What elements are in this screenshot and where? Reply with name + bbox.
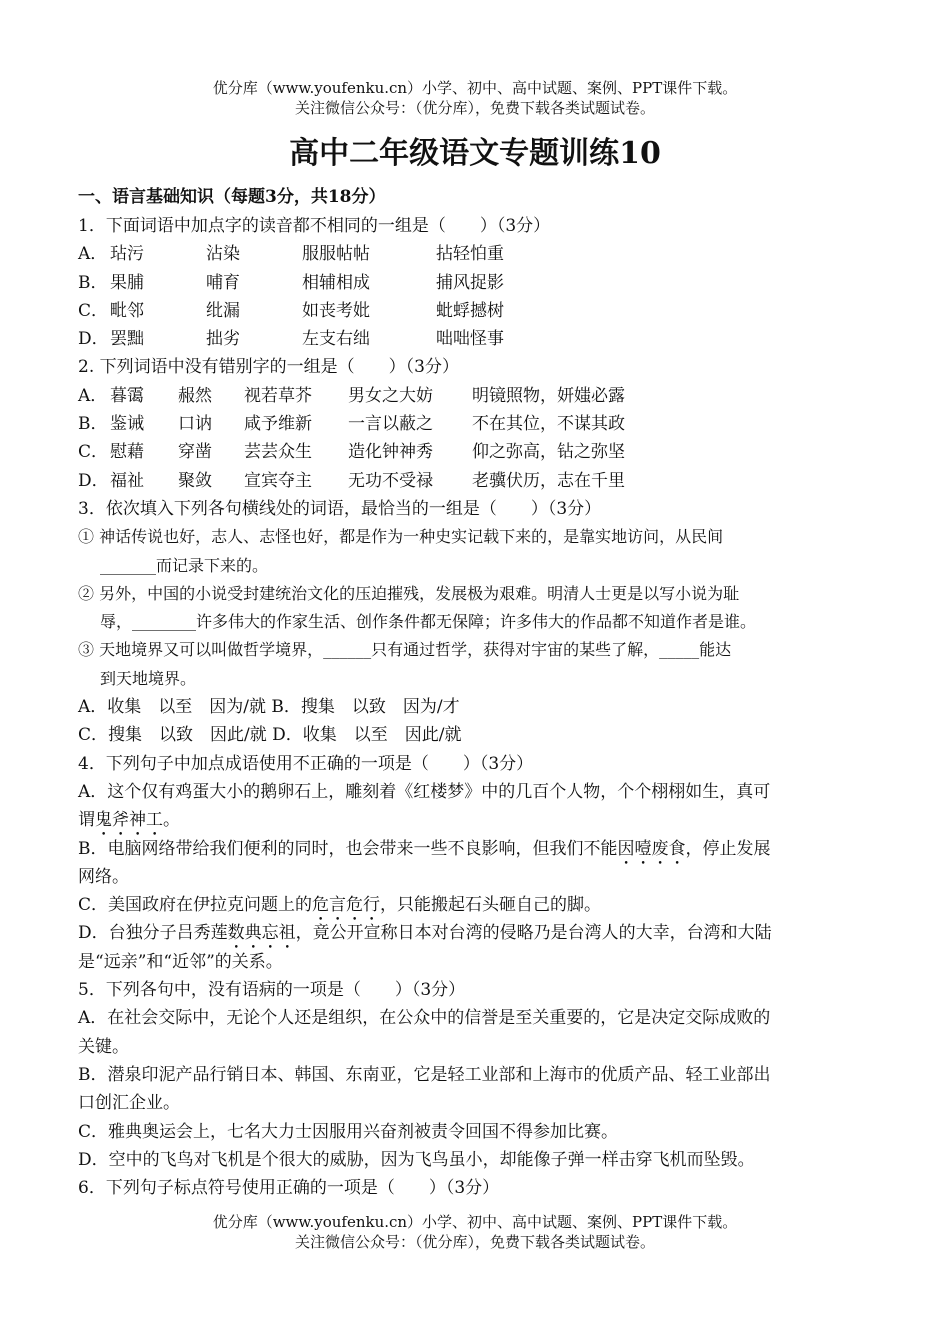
q4-option-b-line2: 网络。 bbox=[78, 866, 129, 887]
q5-stem: 5．下列各句中，没有语病的一项是（ ）（3分） bbox=[78, 980, 466, 1001]
footer-line-2: 关注微信公众号：（优分库），免费下载各类试题试卷。 bbox=[294, 1233, 655, 1251]
q3-sentence-2b: 辱，________许多伟大的作家生活、创作条件都无保障；许多伟大的作品都不知道作者是谁。 bbox=[100, 612, 757, 632]
q3-sentence-1a: ① 神话传说也好，志人、志怪也好，都是作为一种史实记载下来的，是靠实地访问，从民间 bbox=[78, 527, 724, 547]
q3-sentence-3b: 到天地境界。 bbox=[100, 668, 197, 688]
q3-stem: 3．依次填入下列各句横线处的词语，最恰当的一组是（ ）（3分） bbox=[78, 498, 602, 519]
q5-option-d: D．空中的飞鸟对飞机是个很大的威胁，因为飞鸟虽小，却能像子弹一样击穿飞机而坠毁。 bbox=[78, 1149, 755, 1170]
q5-option-a-line2: 关键。 bbox=[78, 1036, 129, 1057]
emphasized-idiom: 鬼斧神工 bbox=[95, 810, 163, 831]
section-heading: 一、语言基础知识（每题3分，共18分） bbox=[78, 187, 386, 207]
q1-stem: 1．下面词语中加点字的读音都不相同的一组是（ ）（3分） bbox=[78, 216, 551, 236]
footer-line-1: 优分库（www.youfenku.cn）小学、初中、高中试题、案例、PPT课件下载。 bbox=[212, 1213, 738, 1231]
q2-option-a: A． 暮霭 赧然 视若草芥 男女之大妨 明镜照物，妍媸必露 bbox=[78, 385, 625, 406]
q4-option-b-line1: B．电脑网络带给我们便利的同时，也会带来一些不良影响，但我们不能因噎废食，停止发展 bbox=[78, 838, 771, 859]
question-content bbox=[78, 212, 873, 1202]
q4-option-a-line2: 谓鬼斧神工。 bbox=[78, 810, 180, 831]
q2-option-c: C． 慰藉 穿凿 芸芸众生 造化钟神秀 仰之弥高，钻之弥坚 bbox=[78, 442, 625, 463]
header-line-1: 优分库（www.youfenku.cn）小学、初中、高中试题、案例、PPT课件下载。 bbox=[212, 79, 738, 97]
q5-option-a-line1: A．在社会交际中，无论个人还是组织，在公众中的信誉是至关重要的，它是决定交际成败的 bbox=[78, 1008, 771, 1029]
q1-option-d: D．罢黜 拙劣 左支右绌 咄咄怪事 bbox=[78, 329, 504, 350]
q5-option-b-line2: 口创汇企业。 bbox=[78, 1093, 180, 1114]
q4-option-c: C．美国政府在伊拉克问题上的危言危行，只能搬起石头砸自己的脚。 bbox=[78, 895, 602, 916]
q4-option-a-line1: A．这个仅有鸡蛋大小的鹅卵石上，雕刻着《红楼梦》中的几百个人物，个个栩栩如生，真可 bbox=[78, 781, 771, 802]
emphasized-idiom: 数典忘祖 bbox=[227, 923, 296, 944]
header-line-2: 关注微信公众号：（优分库），免费下载各类试题试卷。 bbox=[294, 99, 655, 117]
page-title: 高中二年级语文专题训练10 bbox=[289, 136, 661, 171]
q2-stem: 2. 下列词语中没有错别字的一组是（ ）（3分） bbox=[78, 357, 459, 378]
q3-sentence-3a: ③ 天地境界又可以叫做哲学境界，______只有通过哲学，获得对宇宙的某些了解，_____能达 bbox=[78, 640, 732, 660]
q1-option-c: C． 毗邻 纰漏 如丧考妣 蚍蜉撼树 bbox=[78, 300, 504, 321]
q2-option-d: D．福祉 聚敛 宣宾夺主 无功不受禄 老骥伏历，志在千里 bbox=[78, 470, 625, 491]
q3-sentence-1b: _______而记录下来的。 bbox=[100, 555, 269, 575]
q3-options-cd: C．搜集 以致 因此/就 D．收集 以至 因此/就 bbox=[78, 725, 462, 746]
emphasized-idiom: 危言危行 bbox=[312, 895, 381, 916]
q4-option-d-line2: 是“远亲”和“近邻”的关系。 bbox=[78, 951, 283, 972]
q3-sentence-2a: ② 另外，中国的小说受封建统治文化的压迫摧残，发展极为艰难。明清人士更是以写小说为耻 bbox=[78, 583, 740, 603]
q4-stem: 4．下列句子中加点成语使用不正确的一项是（ ）（3分） bbox=[78, 753, 534, 774]
emphasized-idiom: 因噎废食 bbox=[617, 838, 686, 859]
q1-option-a: A． 玷污 沾染 服服帖帖 拈轻怕重 bbox=[78, 244, 504, 265]
q5-option-c: C．雅典奥运会上，七名大力士因服用兴奋剂被责令回国不得参加比赛。 bbox=[78, 1121, 619, 1142]
q3-options-ab: A．收集 以至 因为/就 B．搜集 以致 因为/才 bbox=[78, 697, 460, 718]
q5-option-b-line1: B．潜泉印泥产品行销日本、韩国、东南亚，它是轻工业部和上海市的优质产品、轻工业部出 bbox=[78, 1064, 771, 1085]
q2-option-b: B． 鉴诫 口讷 咸予维新 一言以蔽之 不在其位，不谋其政 bbox=[78, 414, 625, 435]
q6-stem: 6．下列句子标点符号使用正确的一项是（ ）（3分） bbox=[78, 1178, 500, 1199]
q1-option-b: B． 果脯 哺育 相辅相成 捕风捉影 bbox=[78, 272, 504, 293]
q4-option-d-line1: D．台独分子吕秀莲数典忘祖，竟公开宣称日本对台湾的侵略乃是台湾人的大幸，台湾和大陆 bbox=[78, 923, 772, 944]
